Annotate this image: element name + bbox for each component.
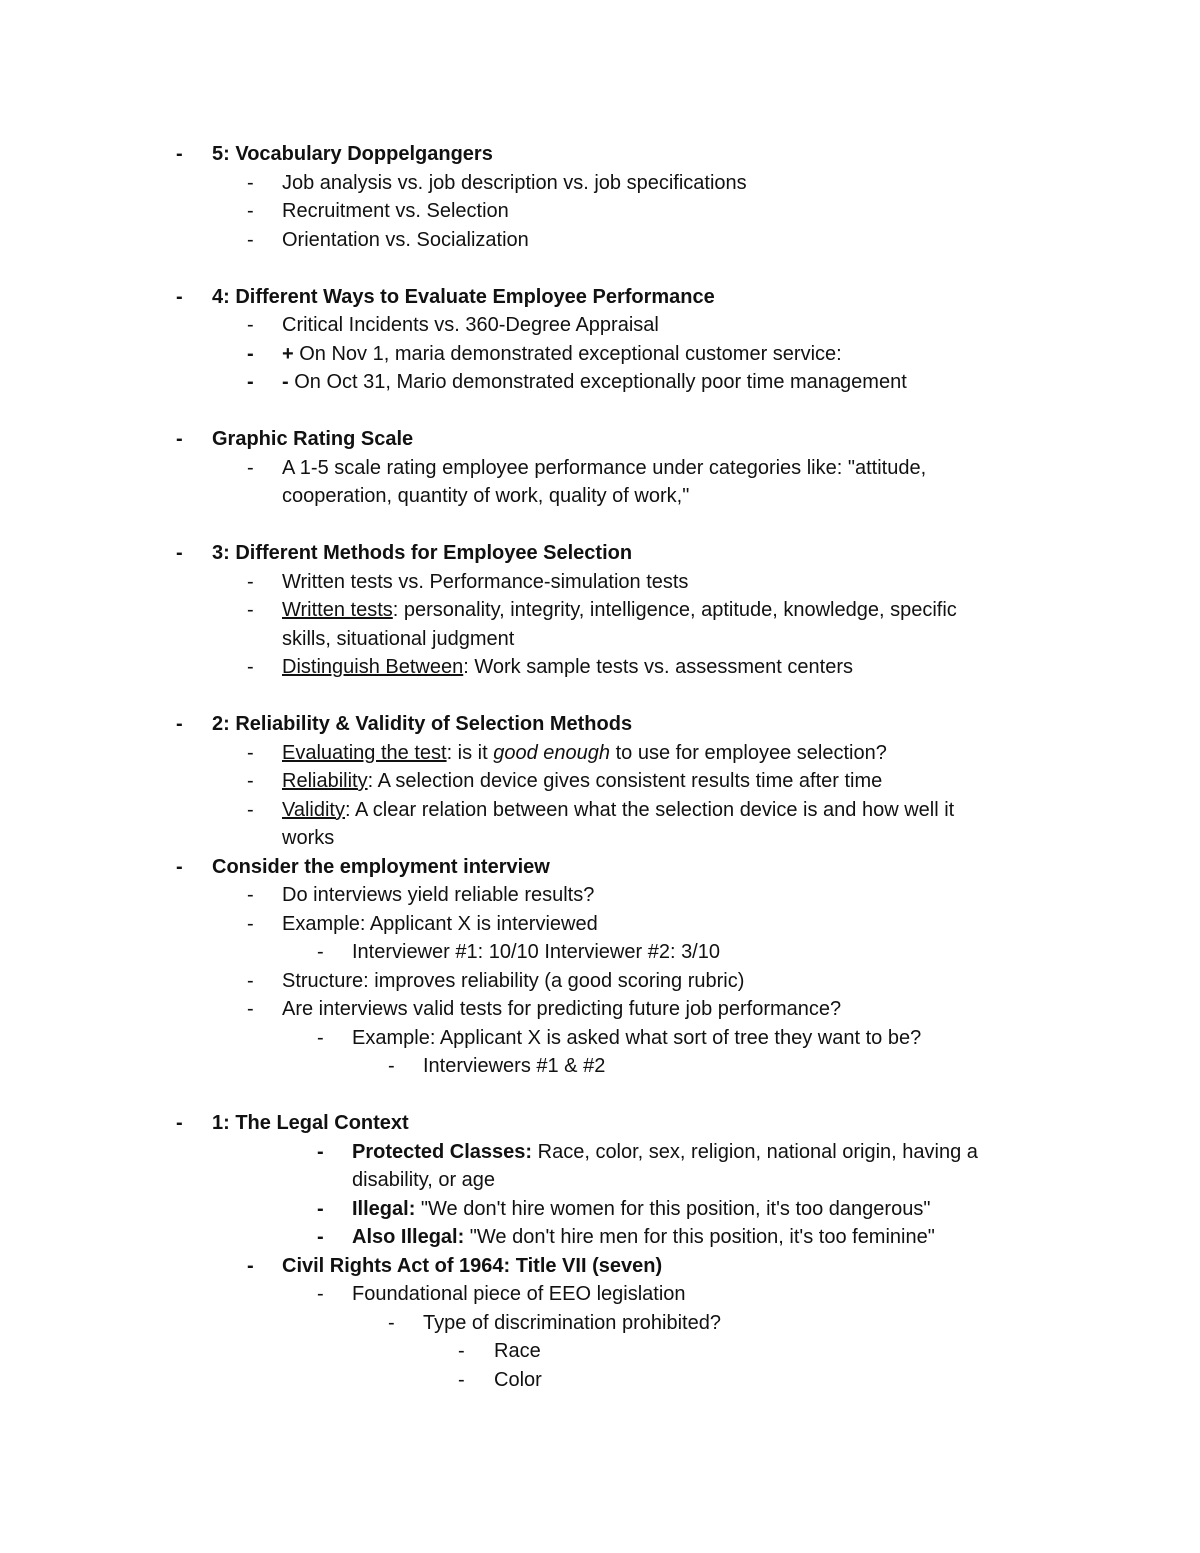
list-item-text xyxy=(212,425,413,454)
list-item-text xyxy=(282,368,907,397)
list-item xyxy=(0,340,1200,369)
text-segment: Graphic Rating Scale xyxy=(212,428,414,450)
list-item xyxy=(0,1309,1200,1338)
list-item xyxy=(0,311,1200,340)
list-item xyxy=(0,169,1200,198)
document-body xyxy=(0,140,1200,1394)
list-item xyxy=(0,1024,1200,1053)
list-item xyxy=(0,1280,1200,1309)
list-item-text xyxy=(212,539,632,568)
text-segment: On Oct 31, Mario demonstrated exceptionally poor time management xyxy=(294,371,907,393)
list-item-text xyxy=(212,710,632,739)
text-segment: Do interviews yield reliable results? xyxy=(282,884,595,906)
text-segment: Example: Applicant X is interviewed xyxy=(282,912,598,935)
list-item-text xyxy=(282,739,887,768)
list-item-text xyxy=(282,482,689,511)
bullet-dash: - xyxy=(458,1340,465,1362)
list-item xyxy=(0,425,1200,454)
text-segment: "We don't hire men for this position, it's too feminine" xyxy=(464,1226,935,1248)
list-item-text xyxy=(282,340,842,369)
list-item-text xyxy=(282,625,514,654)
text-segment: 3: Different Methods for Employee Selection xyxy=(212,542,633,564)
list-item-text xyxy=(282,197,509,226)
bullet-dash: - xyxy=(458,1368,465,1391)
list-item xyxy=(0,568,1200,597)
text-segment: Job analysis vs. job description vs. job specifications xyxy=(282,171,747,194)
list-item-text xyxy=(282,1252,662,1281)
text-segment: 1: The Legal Context xyxy=(212,1112,409,1134)
text-segment: : Work sample tests vs. assessment centers xyxy=(463,656,853,678)
text-segment: Critical Incidents vs. 360-Degree Appraisal xyxy=(282,314,659,336)
bullet-dash: - xyxy=(317,941,324,963)
bullet-dash: - xyxy=(317,1026,324,1049)
text-segment: good enough xyxy=(493,741,611,764)
text-segment: Protected Classes: xyxy=(352,1140,533,1163)
bullet-dash: - xyxy=(176,713,183,735)
text-segment: 5: Vocabulary Doppelgangers xyxy=(212,143,493,165)
text-segment: Race xyxy=(494,1340,541,1362)
bullet-dash: - xyxy=(247,656,254,678)
text-segment: Interviewers #1 & #2 xyxy=(423,1055,606,1077)
text-segment: Structure: improves reliability (a good scoring rubric) xyxy=(282,969,745,992)
text-segment: - xyxy=(282,371,295,393)
text-segment: Evaluating the test xyxy=(282,741,447,764)
text-segment: Interviewer #1: 10/10 Interviewer #2: 3/10 xyxy=(352,941,720,963)
list-item-text xyxy=(352,1166,495,1195)
bullet-dash: - xyxy=(247,314,254,336)
list-item-text xyxy=(352,1223,935,1252)
list-item xyxy=(0,739,1200,768)
bullet-dash: - xyxy=(247,798,254,821)
bullet-dash: - xyxy=(247,770,254,792)
list-item-text xyxy=(282,910,598,939)
bullet-dash: - xyxy=(317,1140,324,1163)
bullet-dash: - xyxy=(247,371,254,393)
bullet-dash: - xyxy=(176,428,183,450)
list-item xyxy=(0,539,1200,568)
bullet-dash: - xyxy=(247,741,254,764)
list-item xyxy=(0,1223,1200,1252)
list-item-text xyxy=(212,1109,409,1138)
list-item xyxy=(0,1138,1200,1167)
bullet-dash: - xyxy=(247,200,254,222)
text-segment: Written tests vs. Performance-simulation tests xyxy=(282,570,689,593)
list-item-text xyxy=(282,454,926,483)
list-item-text xyxy=(494,1366,542,1395)
bullet-dash: - xyxy=(176,143,183,165)
list-item-text xyxy=(282,995,841,1024)
text-segment: : personality, integrity, intelligence, aptitude, knowledge, specific xyxy=(392,599,957,621)
bullet-dash: - xyxy=(176,855,183,878)
text-segment: Color xyxy=(494,1368,542,1391)
list-item-text xyxy=(282,881,594,910)
list-item-text xyxy=(282,653,853,682)
list-item-continuation xyxy=(0,1166,1200,1195)
list-item-text xyxy=(282,767,882,796)
text-segment: A 1-5 scale rating employee performance under categories like: "attitude, xyxy=(282,456,927,479)
list-item xyxy=(0,853,1200,882)
text-segment: Distinguish Between xyxy=(282,656,464,678)
list-item-continuation xyxy=(0,625,1200,654)
list-item-text xyxy=(423,1309,721,1338)
text-segment: Type of discrimination prohibited? xyxy=(423,1311,721,1334)
text-segment: Are interviews valid tests for predicting future job performance? xyxy=(282,998,842,1020)
list-item xyxy=(0,140,1200,169)
text-segment: to use for employee selection? xyxy=(610,741,887,764)
text-segment: Consider the employment interview xyxy=(212,855,550,878)
text-segment: Race, color, sex, religion, national origin, having a xyxy=(532,1140,978,1163)
text-segment: 2: Reliability & Validity of Selection Methods xyxy=(212,713,633,735)
list-item xyxy=(0,967,1200,996)
bullet-dash: - xyxy=(388,1311,395,1334)
list-item-text xyxy=(212,853,550,882)
text-segment: Recruitment vs. Selection xyxy=(282,200,509,222)
text-segment: disability, or age xyxy=(352,1169,496,1191)
list-item-text xyxy=(282,226,529,255)
bullet-dash: - xyxy=(176,542,183,564)
bullet-dash: - xyxy=(247,884,254,906)
list-item-text xyxy=(212,283,715,312)
text-segment: cooperation, quantity of work, quality of work," xyxy=(282,485,690,507)
text-segment: Validity xyxy=(282,798,345,821)
bullet-dash: - xyxy=(247,912,254,935)
list-item-continuation xyxy=(0,482,1200,511)
bullet-dash: - xyxy=(317,1226,324,1248)
list-item-text xyxy=(282,169,747,198)
text-segment: Orientation vs. Socialization xyxy=(282,228,529,251)
text-segment: Civil Rights Act of 1964: Title VII (seven) xyxy=(282,1254,663,1277)
list-item xyxy=(0,1195,1200,1224)
list-item xyxy=(0,1052,1200,1081)
list-item-text xyxy=(352,1280,686,1309)
list-item xyxy=(0,881,1200,910)
bullet-dash: - xyxy=(247,342,254,365)
bullet-dash: - xyxy=(317,1283,324,1305)
list-item xyxy=(0,910,1200,939)
text-segment: Also Illegal: xyxy=(352,1226,465,1248)
list-item xyxy=(0,710,1200,739)
text-segment: Illegal: xyxy=(352,1197,416,1220)
list-item-text xyxy=(282,568,688,597)
list-item xyxy=(0,454,1200,483)
list-item-text xyxy=(282,596,957,625)
bullet-dash: - xyxy=(247,570,254,593)
list-item xyxy=(0,226,1200,255)
bullet-dash: - xyxy=(176,285,183,308)
text-segment: On Nov 1, maria demonstrated exceptional customer service: xyxy=(299,342,842,365)
text-segment: : A selection device gives consistent results time after time xyxy=(367,770,883,792)
list-item-text xyxy=(352,1138,978,1167)
text-segment: : A clear relation between what the selection device is and how well it xyxy=(345,798,955,821)
list-item-continuation xyxy=(0,824,1200,853)
list-item xyxy=(0,197,1200,226)
text-segment: 4: Different Ways to Evaluate Employee Performance xyxy=(212,285,715,308)
bullet-dash: - xyxy=(247,228,254,251)
list-item xyxy=(0,1252,1200,1281)
bullet-dash: - xyxy=(247,998,254,1020)
list-item xyxy=(0,796,1200,825)
list-item-text xyxy=(352,1024,921,1053)
bullet-dash: - xyxy=(247,171,254,194)
bullet-dash: - xyxy=(247,456,254,479)
list-item-text xyxy=(282,824,334,853)
bullet-dash: - xyxy=(317,1197,324,1220)
text-segment: + xyxy=(282,342,300,365)
list-item xyxy=(0,938,1200,967)
text-segment: "We don't hire women for this position, it's too dangerous" xyxy=(415,1197,931,1220)
list-item-text xyxy=(352,938,720,967)
bullet-dash: - xyxy=(247,599,254,621)
list-item xyxy=(0,995,1200,1024)
text-segment: : is it xyxy=(446,741,494,764)
text-segment: works xyxy=(282,827,335,849)
list-item xyxy=(0,1109,1200,1138)
list-item-text xyxy=(282,311,659,340)
list-item xyxy=(0,368,1200,397)
bullet-dash: - xyxy=(247,969,254,992)
list-item xyxy=(0,767,1200,796)
text-segment: Example: Applicant X is asked what sort of tree they want to be? xyxy=(352,1026,922,1049)
bullet-dash: - xyxy=(388,1055,395,1077)
list-item xyxy=(0,653,1200,682)
list-item xyxy=(0,1366,1200,1395)
list-item-text xyxy=(352,1195,930,1224)
list-item-text xyxy=(423,1052,605,1081)
list-item-text xyxy=(282,796,954,825)
text-segment: skills, situational judgment xyxy=(282,627,515,650)
list-item xyxy=(0,1337,1200,1366)
text-segment: Written tests xyxy=(282,599,393,621)
list-item xyxy=(0,596,1200,625)
bullet-dash: - xyxy=(176,1112,183,1134)
text-segment: Foundational piece of EEO legislation xyxy=(352,1283,686,1305)
bullet-dash: - xyxy=(247,1254,254,1277)
text-segment: Reliability xyxy=(282,770,368,792)
list-item-text xyxy=(282,967,744,996)
list-item-text xyxy=(212,140,493,169)
list-item-text xyxy=(494,1337,541,1366)
list-item xyxy=(0,283,1200,312)
